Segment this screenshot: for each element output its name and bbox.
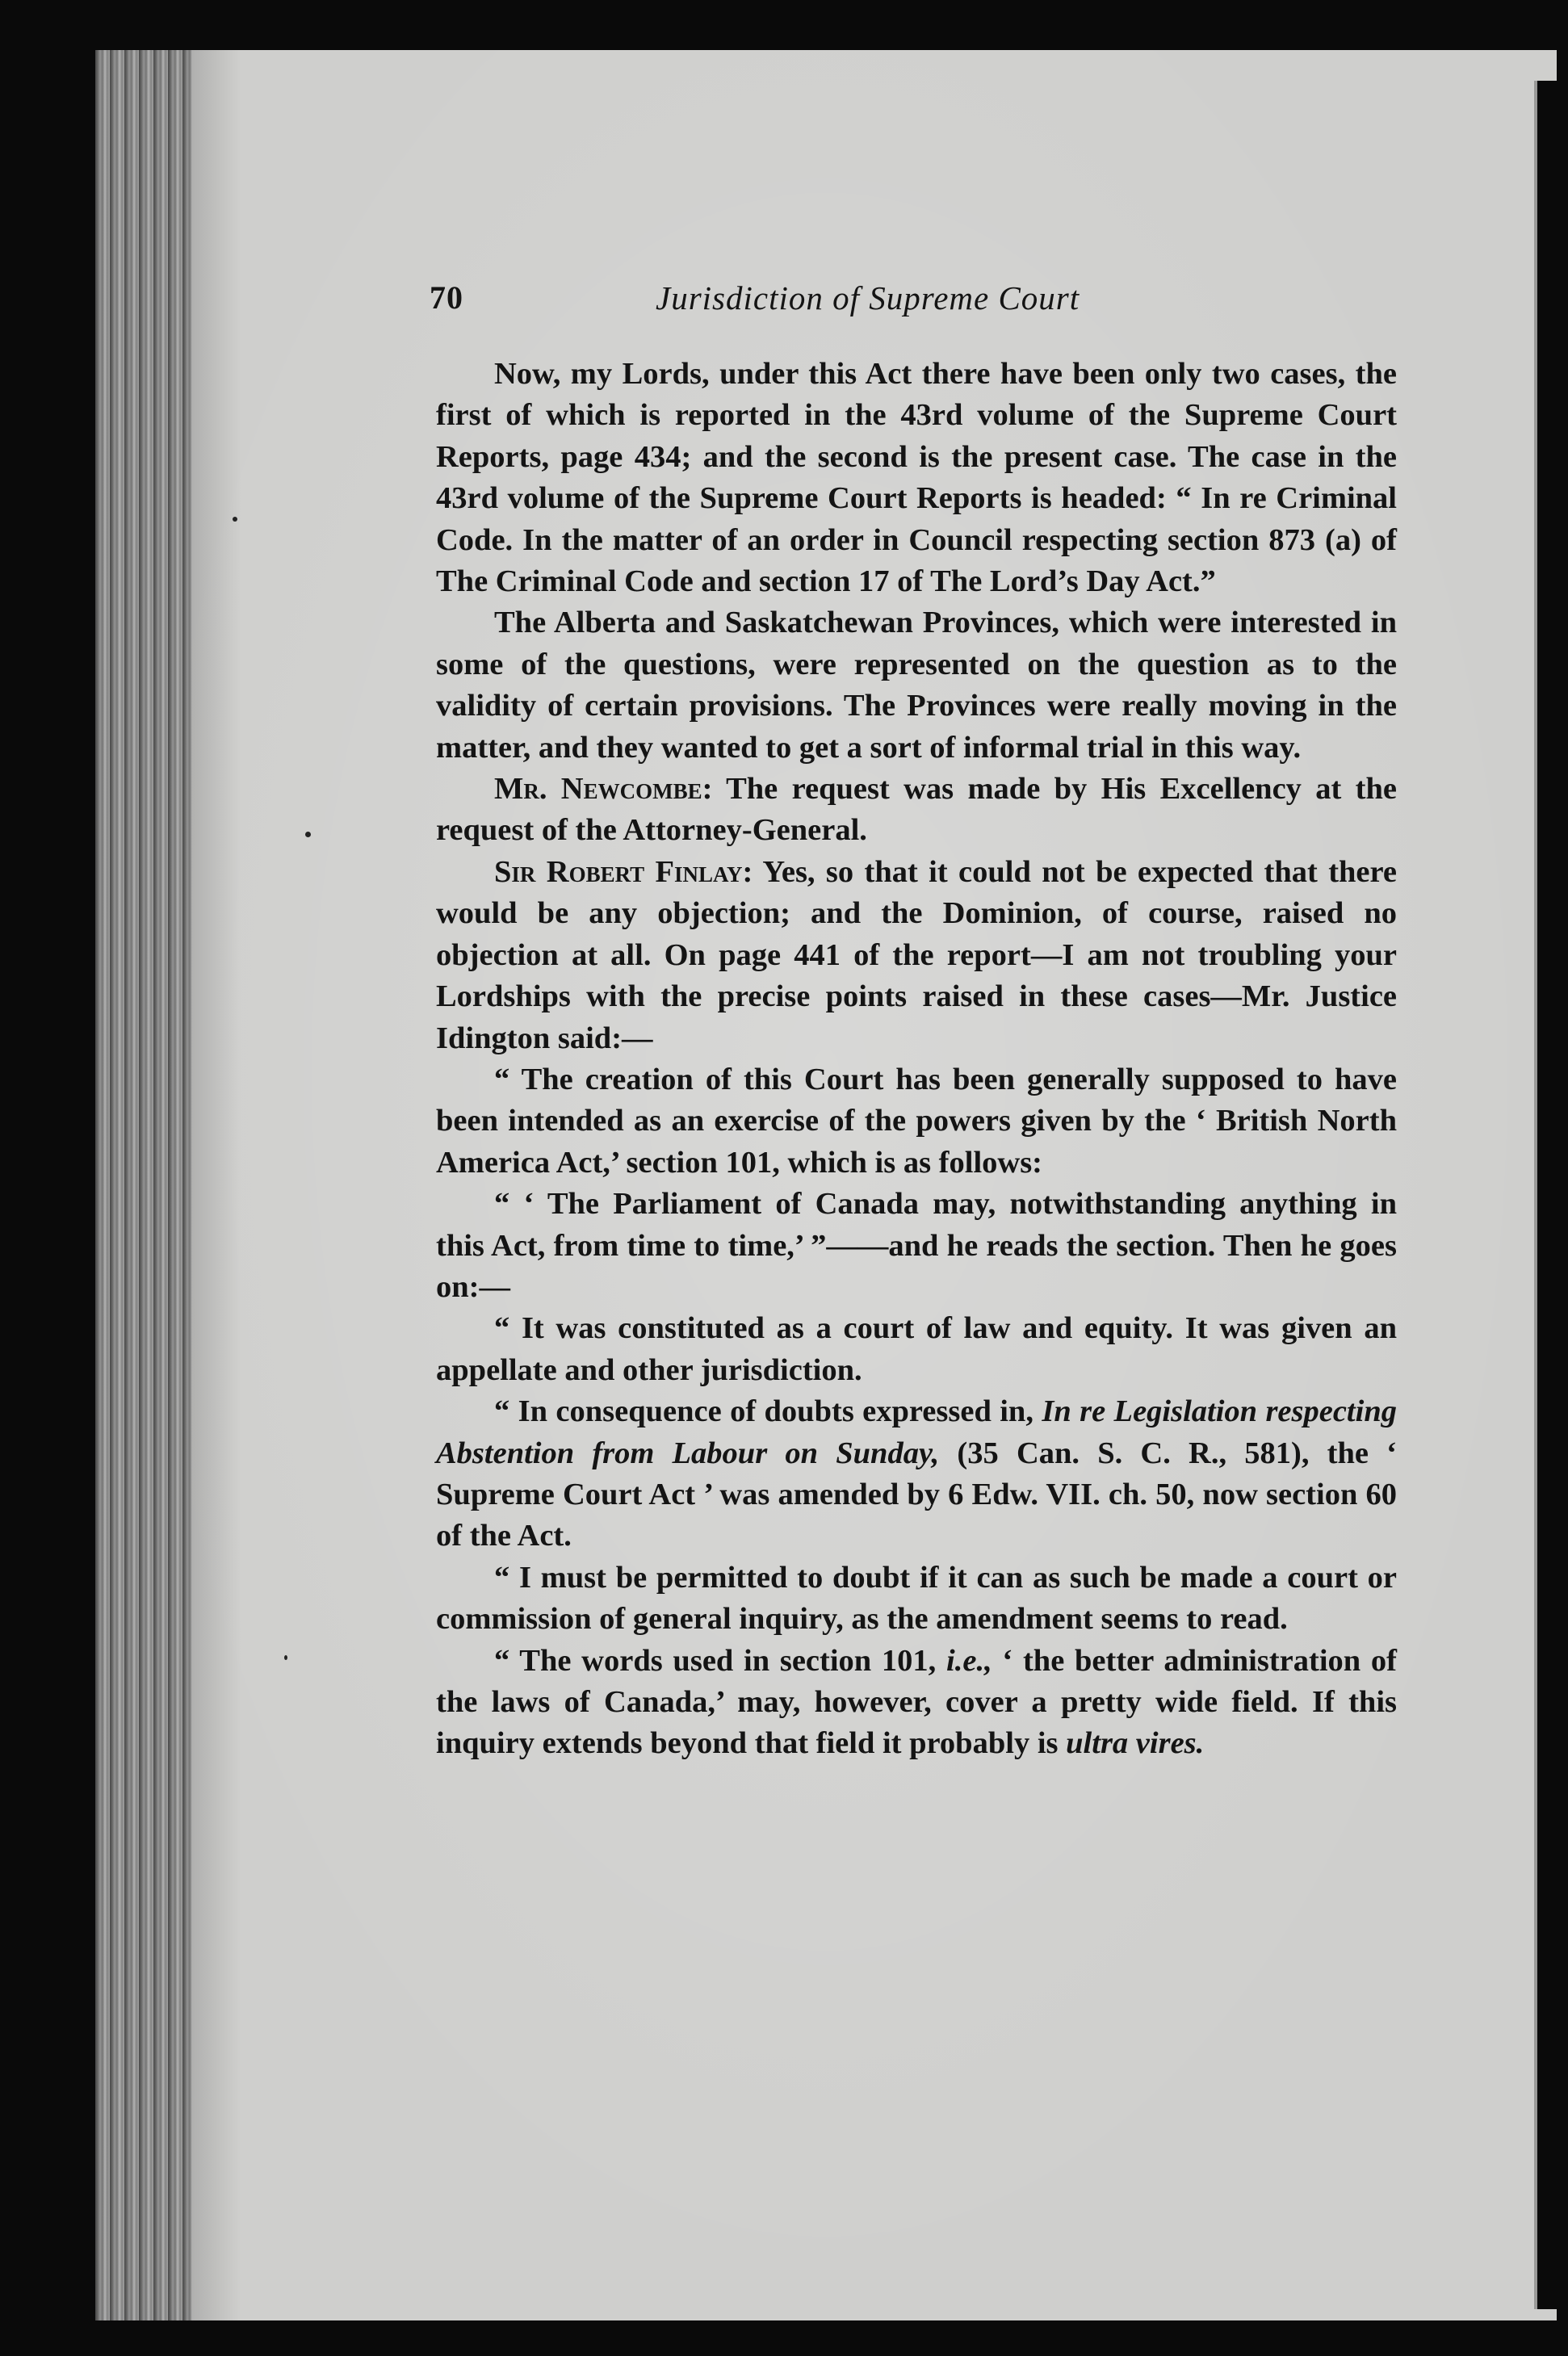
gutter-shadow — [192, 50, 241, 2320]
bottom-page-edge — [95, 2320, 1557, 2356]
body-text — [436, 354, 1397, 1765]
speaker-name: Mr. Newcombe: — [494, 772, 713, 807]
dust-speck — [284, 1655, 287, 1660]
paragraph — [436, 602, 1397, 769]
speaker-name: Sir Robert Finlay: — [494, 854, 753, 889]
quoted-paragraph — [436, 1391, 1397, 1557]
right-page-edge — [1534, 81, 1568, 2309]
paragraph-text: The request was made by His Excellency at the request of the Attorney-General. — [436, 772, 1397, 848]
page-number: 70 — [430, 279, 463, 316]
paragraph-text: “ The words used in section 101, — [494, 1643, 947, 1678]
paragraph-text: “ In consequence of doubts expressed in, — [494, 1394, 1042, 1429]
quoted-paragraph — [436, 1308, 1397, 1391]
running-title: Jurisdiction of Supreme Court — [656, 279, 1080, 317]
dust-speck — [233, 517, 237, 522]
quoted-paragraph — [436, 1641, 1397, 1765]
quoted-paragraph — [436, 1557, 1397, 1641]
paragraph-text: “ ‘ The Parliament of Canada may, notwithstanding anything in this Act, from time to time,’ ”——and he reads the section. Then he goes on:— — [436, 1187, 1397, 1304]
paragraph — [436, 769, 1397, 852]
book-gutter — [95, 50, 192, 2320]
dust-speck — [305, 832, 311, 837]
paragraph-text: (35 Can. S. C. R., 581), the ‘ Supreme Court Act ’ was amended by 6 Edw. VII. ch. 50, now section 60 of the Act. — [436, 1436, 1397, 1553]
paragraph-text: ‘ the better administration of the laws of Canada,’ may, however, cover a pretty wide field. If this inquiry extends beyond that field it probably is — [436, 1643, 1397, 1761]
paragraph-text: “ I must be permitted to doubt if it can as such be made a court or commission of general inquiry, as the amendment seems to read. — [436, 1560, 1397, 1637]
case-citation: In re Legislation respecting Abstention from Labour on Sunday, — [436, 1394, 1397, 1470]
paragraph-text: “ It was constituted as a court of law and equity. It was given an appellate and other jurisdiction. — [436, 1311, 1397, 1387]
italic-term: ultra vires. — [1066, 1726, 1205, 1761]
paragraph-text: “ The creation of this Court has been generally supposed to have been intended as an exercise of the powers given by the ‘ British North America Act,’ section 101, which is as follows: — [436, 1062, 1397, 1180]
page-header — [430, 279, 1237, 327]
paragraph-text: The Alberta and Saskatchewan Provinces, which were interested in some of the questions, were represented on the question as to the validity of certain provisions. The Provinces were really moving in the matter, and they wanted to get a sort of informal trial in this way. — [436, 606, 1397, 765]
paragraph — [436, 354, 1397, 602]
paragraph-text: Now, my Lords, under this Act there have been only two cases, the first of which is reported in the 43rd volume of the Supreme Court Reports, page 434; and the second is the present case. The case in the 43rd volume of the Supreme Court Reports is headed: “ In re Criminal Code. In the matter of an order in Council respecting section 873 (a) of The Criminal Code and section 17 of The Lord’s Day Act.” — [436, 357, 1397, 599]
italic-term: i.e., — [946, 1643, 992, 1678]
quoted-paragraph — [436, 1059, 1397, 1184]
quoted-paragraph — [436, 1184, 1397, 1308]
paragraph — [436, 852, 1397, 1059]
paragraph-text: Yes, so that it could not be expected that there would be any objection; and the Dominion, of course, raised no objection at all. On page 441 of the report—I am not troubling your Lordships with the precise points raised in these cases—Mr. Justice Idington said:— — [436, 854, 1397, 1055]
